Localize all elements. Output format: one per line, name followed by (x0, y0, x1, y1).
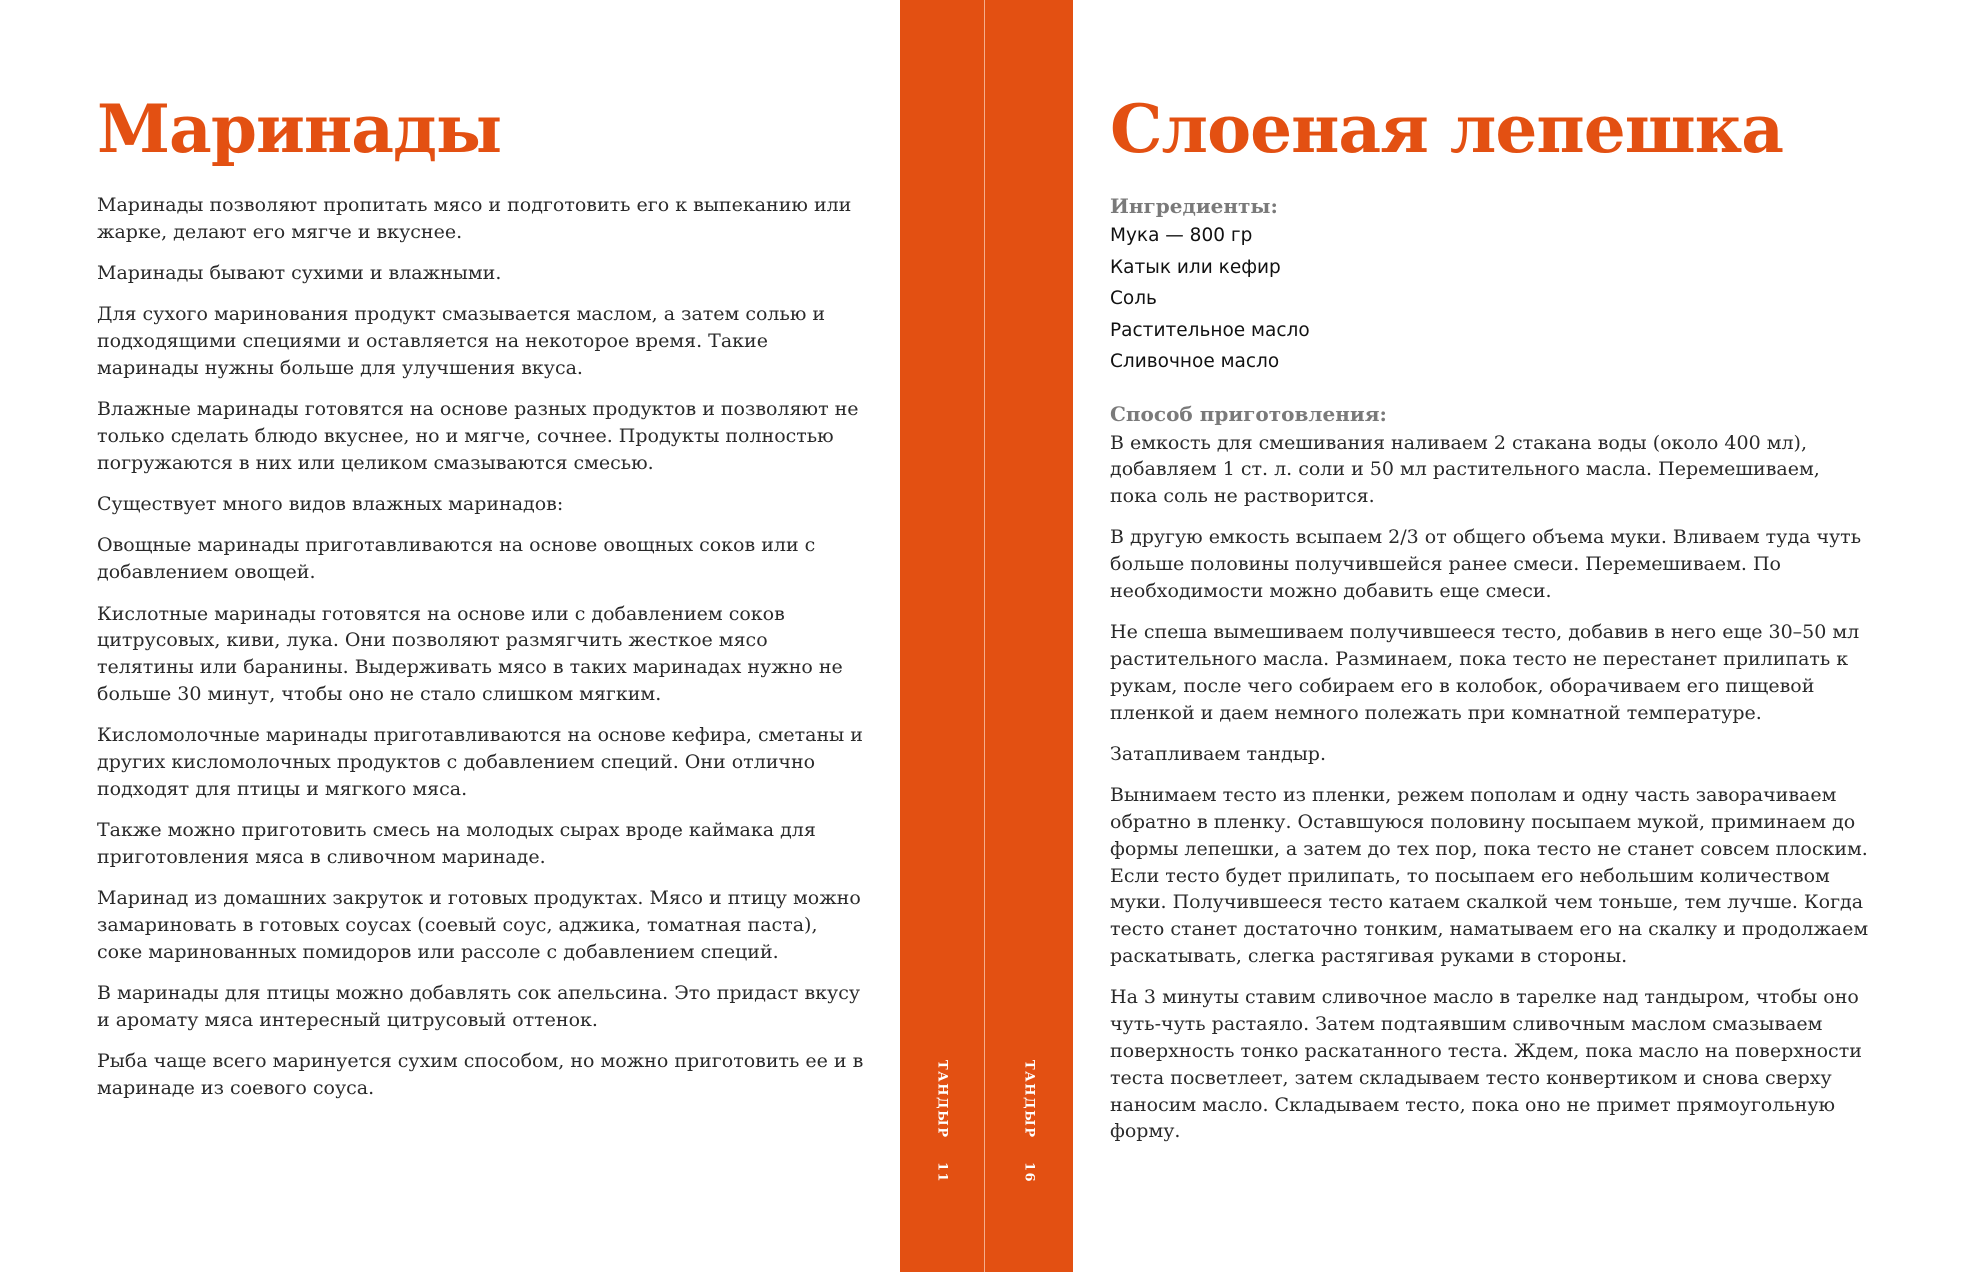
method-paragraph: Вынимаем тесто из пленки, режем пополам и одну часть заворачиваем обратно в пленку. Оставшуюся половину посыпаем мукой, приминаем до формы лепешки, а затем до тех пор, пока тесто не станет совсем плоским. Если тесто будет прилипать, то посыпаем его небольшим количеством муки. Получившееся тесто катаем скалкой чем тоньше, тем лучше. Когда тесто станет достаточно тонким, наматываем его на скалку и продолжаем раскатывать, слегка растягивая руками в стороны. (1110, 784, 1869, 968)
left-paragraph: Также можно приготовить смесь на молодых сырах вроде каймака для приготовления мяса в сливочном маринаде. (97, 819, 816, 868)
ingredients-heading: Ингредиенты: (1110, 194, 1278, 218)
spine-right (985, 0, 1073, 1272)
left-paragraph: Кисломолочные маринады приготавливаются на основе кефира, сметаны и других кисломолочных продуктов с добавлением специй. Они отлично подходят для птицы и мягкого мяса. (97, 724, 863, 800)
left-paragraph: Маринад из домашних закруток и готовых продуктах. Мясо и птицу можно замариновать в готовых соусах (соевый соус, аджика, томатная паста), соке маринованных помидоров или рассоле с добавлением специй. (97, 887, 861, 963)
left-paragraph: Кислотные маринады готовятся на основе или с добавлением соков цитрусовых, киви, лука. Они позволяют размягчить жесткое мясо телятины или баранины. Выдерживать мясо в таких маринадах нужно не больше 30 минут, чтобы оно не стало слишком мягким. (97, 602, 843, 705)
ingredient-item: Катык или кефир (1110, 256, 1281, 278)
ingredients-list (1110, 220, 1870, 378)
ingredient-item: Соль (1110, 288, 1157, 309)
ingredient-item: Мука — 800 гр (1110, 225, 1253, 246)
spine-left-page-number: 11 (934, 1162, 950, 1184)
method-heading: Способ приготовления: (1110, 401, 1387, 426)
left-paragraph: В маринады для птицы можно добавлять сок апельсина. Это придаст вкусу и аромату мяса интересный цитрусовый оттенок. (97, 982, 861, 1031)
right-page (1110, 88, 1870, 1160)
left-page-title: Маринады (97, 90, 502, 168)
method-paragraph: В емкость для смешивания наливаем 2 стакана воды (около 400 мл), добавляем 1 ст. л. соли и 50 мл растительного масла. Перемешиваем, пока соль не растворится. (1110, 431, 1820, 508)
left-paragraph: Маринады позволяют пропитать мясо и подготовить его к выпеканию или жарке, делают его мягче и вкуснее. (97, 194, 852, 243)
left-page (97, 88, 867, 1116)
ingredient-item: Сливочное масло (1110, 351, 1280, 372)
left-paragraph: Овощные маринады приготавливаются на основе овощных соков или с добавлением овощей. (97, 534, 816, 584)
right-page-title: Слоеная лепешка (1110, 90, 1784, 168)
method-paragraph: Не спеша вымешиваем получившееся тесто, добавив в него еще 30–50 мл растительного масла. Разминаем, пока тесто не перестанет прилипать к рукам, после чего собираем его в колобок, оборачиваем его пищевой пленкой и даем немного полежать при комнатной температуре. (1110, 621, 1860, 724)
method-paragraph: В другую емкость всыпаем 2/3 от общего объема муки. Вливаем туда чуть больше половины получившейся ранее смеси. Перемешиваем. По необходимости можно добавить еще смеси. (1110, 526, 1862, 602)
spine-right-title: ТАНДЫР (1021, 1060, 1037, 1139)
method-paragraph: Затапливаем тандыр. (1110, 742, 1327, 765)
left-paragraph: Влажные маринады готовятся на основе разных продуктов и позволяют не только сделать блюдо вкуснее, но и мягче, сочнее. Продукты полностью погружаются в них или целиком смазываются смесью. (97, 398, 859, 474)
left-paragraph: Маринады бывают сухими и влажными. (97, 262, 502, 285)
spine-left-title: ТАНДЫР (934, 1060, 950, 1139)
left-paragraph: Существует много видов влажных маринадов: (97, 493, 564, 516)
spine-left (900, 0, 984, 1272)
ingredient-item: Растительное масло (1110, 319, 1310, 341)
left-paragraph: Рыба чаще всего маринуется сухим способом, но можно приготовить ее и в маринаде из соевого соуса. (97, 1050, 864, 1100)
spine-right-page-number: 16 (1021, 1162, 1037, 1184)
method-paragraph: На 3 минуты ставим сливочное масло в тарелке над тандыром, чтобы оно чуть-чуть растаяло. Затем подтаявшим сливочным маслом смазываем поверхность тонко раскатанного теста. Ждем, пока масло на поверхности теста посветлеет, затем складываем тесто конвертиком и снова сверху наносим масло. Складываем тесто, пока оно не примет прямоугольную форму. (1110, 986, 1862, 1143)
left-paragraph: Для сухого маринования продукт смазывается маслом, а затем солью и подходящими специями и оставляется на некоторое время. Такие маринады нужны больше для улучшения вкуса. (97, 303, 826, 379)
